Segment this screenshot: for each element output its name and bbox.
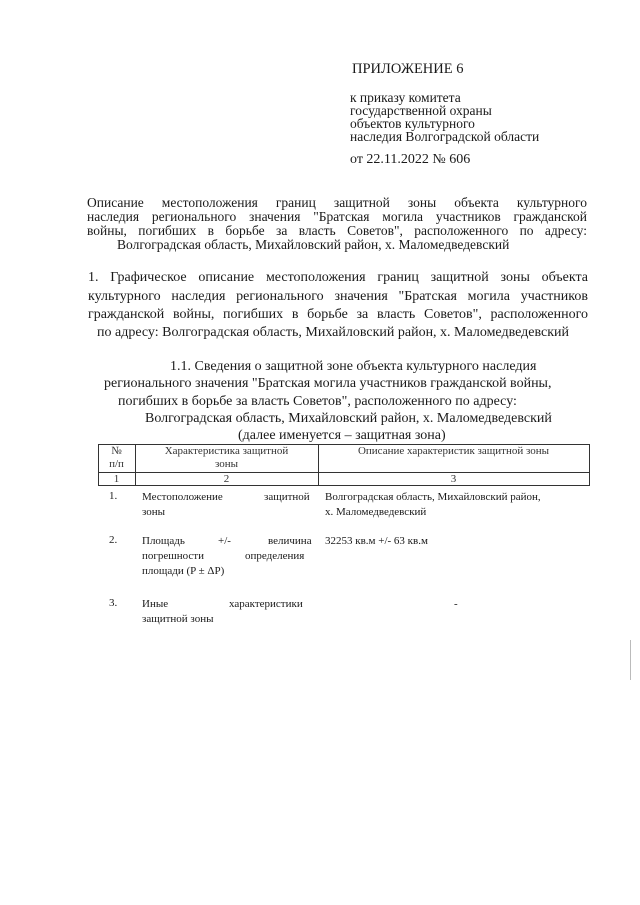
row1-char-line1-b: защитной — [264, 491, 310, 503]
row2-desc-line1: 32253 кв.м +/- 63 кв.м — [325, 535, 428, 547]
row2-char-line1-c: величина — [268, 535, 312, 547]
header-line-4: наследия Волгоградской области — [350, 129, 540, 144]
row2-char-line2-a: погрешности — [142, 550, 204, 562]
header-char-line-1: Характеристика защитной — [164, 445, 289, 457]
section1-line-1: 1. Графическое описание местоположения границ защитной зоны объекта — [88, 270, 588, 285]
section1-line-3: гражданской войны, погибших в борьбе за власть Советов", расположенного — [88, 307, 588, 322]
header-num-line-1: № — [111, 445, 122, 457]
header-line-2: государственной охраны — [350, 103, 492, 118]
row3-char-line1-b: характеристики — [229, 598, 303, 610]
header-num-line-2: п/п — [109, 458, 124, 470]
row1-desc-line1: Волгоградская область, Михайловский район, — [325, 491, 541, 503]
index-cell-2: 2 — [223, 473, 230, 485]
header-char-line-2: зоны — [214, 458, 239, 470]
index-cell-3: 3 — [450, 473, 457, 485]
row1-char-line1-a: Местоположение — [142, 491, 223, 503]
header-desc: Описание характеристик защитной зоны — [357, 445, 550, 457]
order-date: от 22.11.2022 № 606 — [350, 152, 471, 167]
subsection-line-1: 1.1. Сведения о защитной зоне объекта культурного наследия — [170, 359, 537, 374]
row2-char-line1-a: Площадь — [142, 535, 185, 547]
doc-title-line-1: Описание местоположения границ защитной зоны объекта культурного — [87, 195, 587, 210]
row1-desc-line2: х. Маломедведевский — [325, 506, 427, 518]
row2-char-line1-b: +/- — [218, 535, 231, 547]
row2-char-line2-b: определения — [245, 550, 305, 562]
row2-char-line3: площади (P ± ΔP) — [142, 565, 225, 577]
subsection-line-2: регионального значения "Братская могила участников гражданской войны, — [104, 376, 552, 391]
row2-num: 2. — [109, 534, 118, 546]
doc-title-line-2: наследия регионального значения "Братская могила участников гражданской — [87, 209, 587, 224]
doc-title-line-4: Волгоградская область, Михайловский район, х. Маломедведевский — [117, 237, 510, 252]
table-header-divider — [98, 472, 590, 473]
header-line-1: к приказу комитета — [350, 90, 461, 105]
row3-num: 3. — [109, 597, 118, 609]
row1-num: 1. — [109, 490, 118, 502]
subsection-line-5: (далее именуется – защитная зона) — [238, 428, 446, 443]
section1-line-4: по адресу: Волгоградская область, Михайловский район, х. Маломедведевский — [97, 325, 570, 340]
row3-char-line2: защитной зоны — [142, 613, 214, 625]
row3-desc-line1: - — [454, 598, 458, 610]
doc-title-line-3: войны, погибших в борьбе за власть Советов", расположенного по адресу: — [87, 223, 587, 238]
section1-line-2: культурного наследия регионального значения "Братская могила участников — [88, 289, 588, 304]
row1-char-line2: зоны — [142, 506, 166, 518]
header-line-3: объектов культурного — [350, 116, 475, 131]
table-col-border-right — [589, 444, 590, 485]
subsection-line-3: погибших в борьбе за власть Советов", расположенного по адресу: — [118, 394, 517, 409]
index-cell-1: 1 — [113, 473, 120, 485]
row3-char-line1-a: Иные — [142, 598, 169, 610]
appendix-title: ПРИЛОЖЕНИЕ 6 — [352, 61, 464, 77]
subsection-line-4: Волгоградская область, Михайловский район, х. Маломедведевский — [145, 411, 552, 426]
scan-artifact — [630, 640, 631, 680]
